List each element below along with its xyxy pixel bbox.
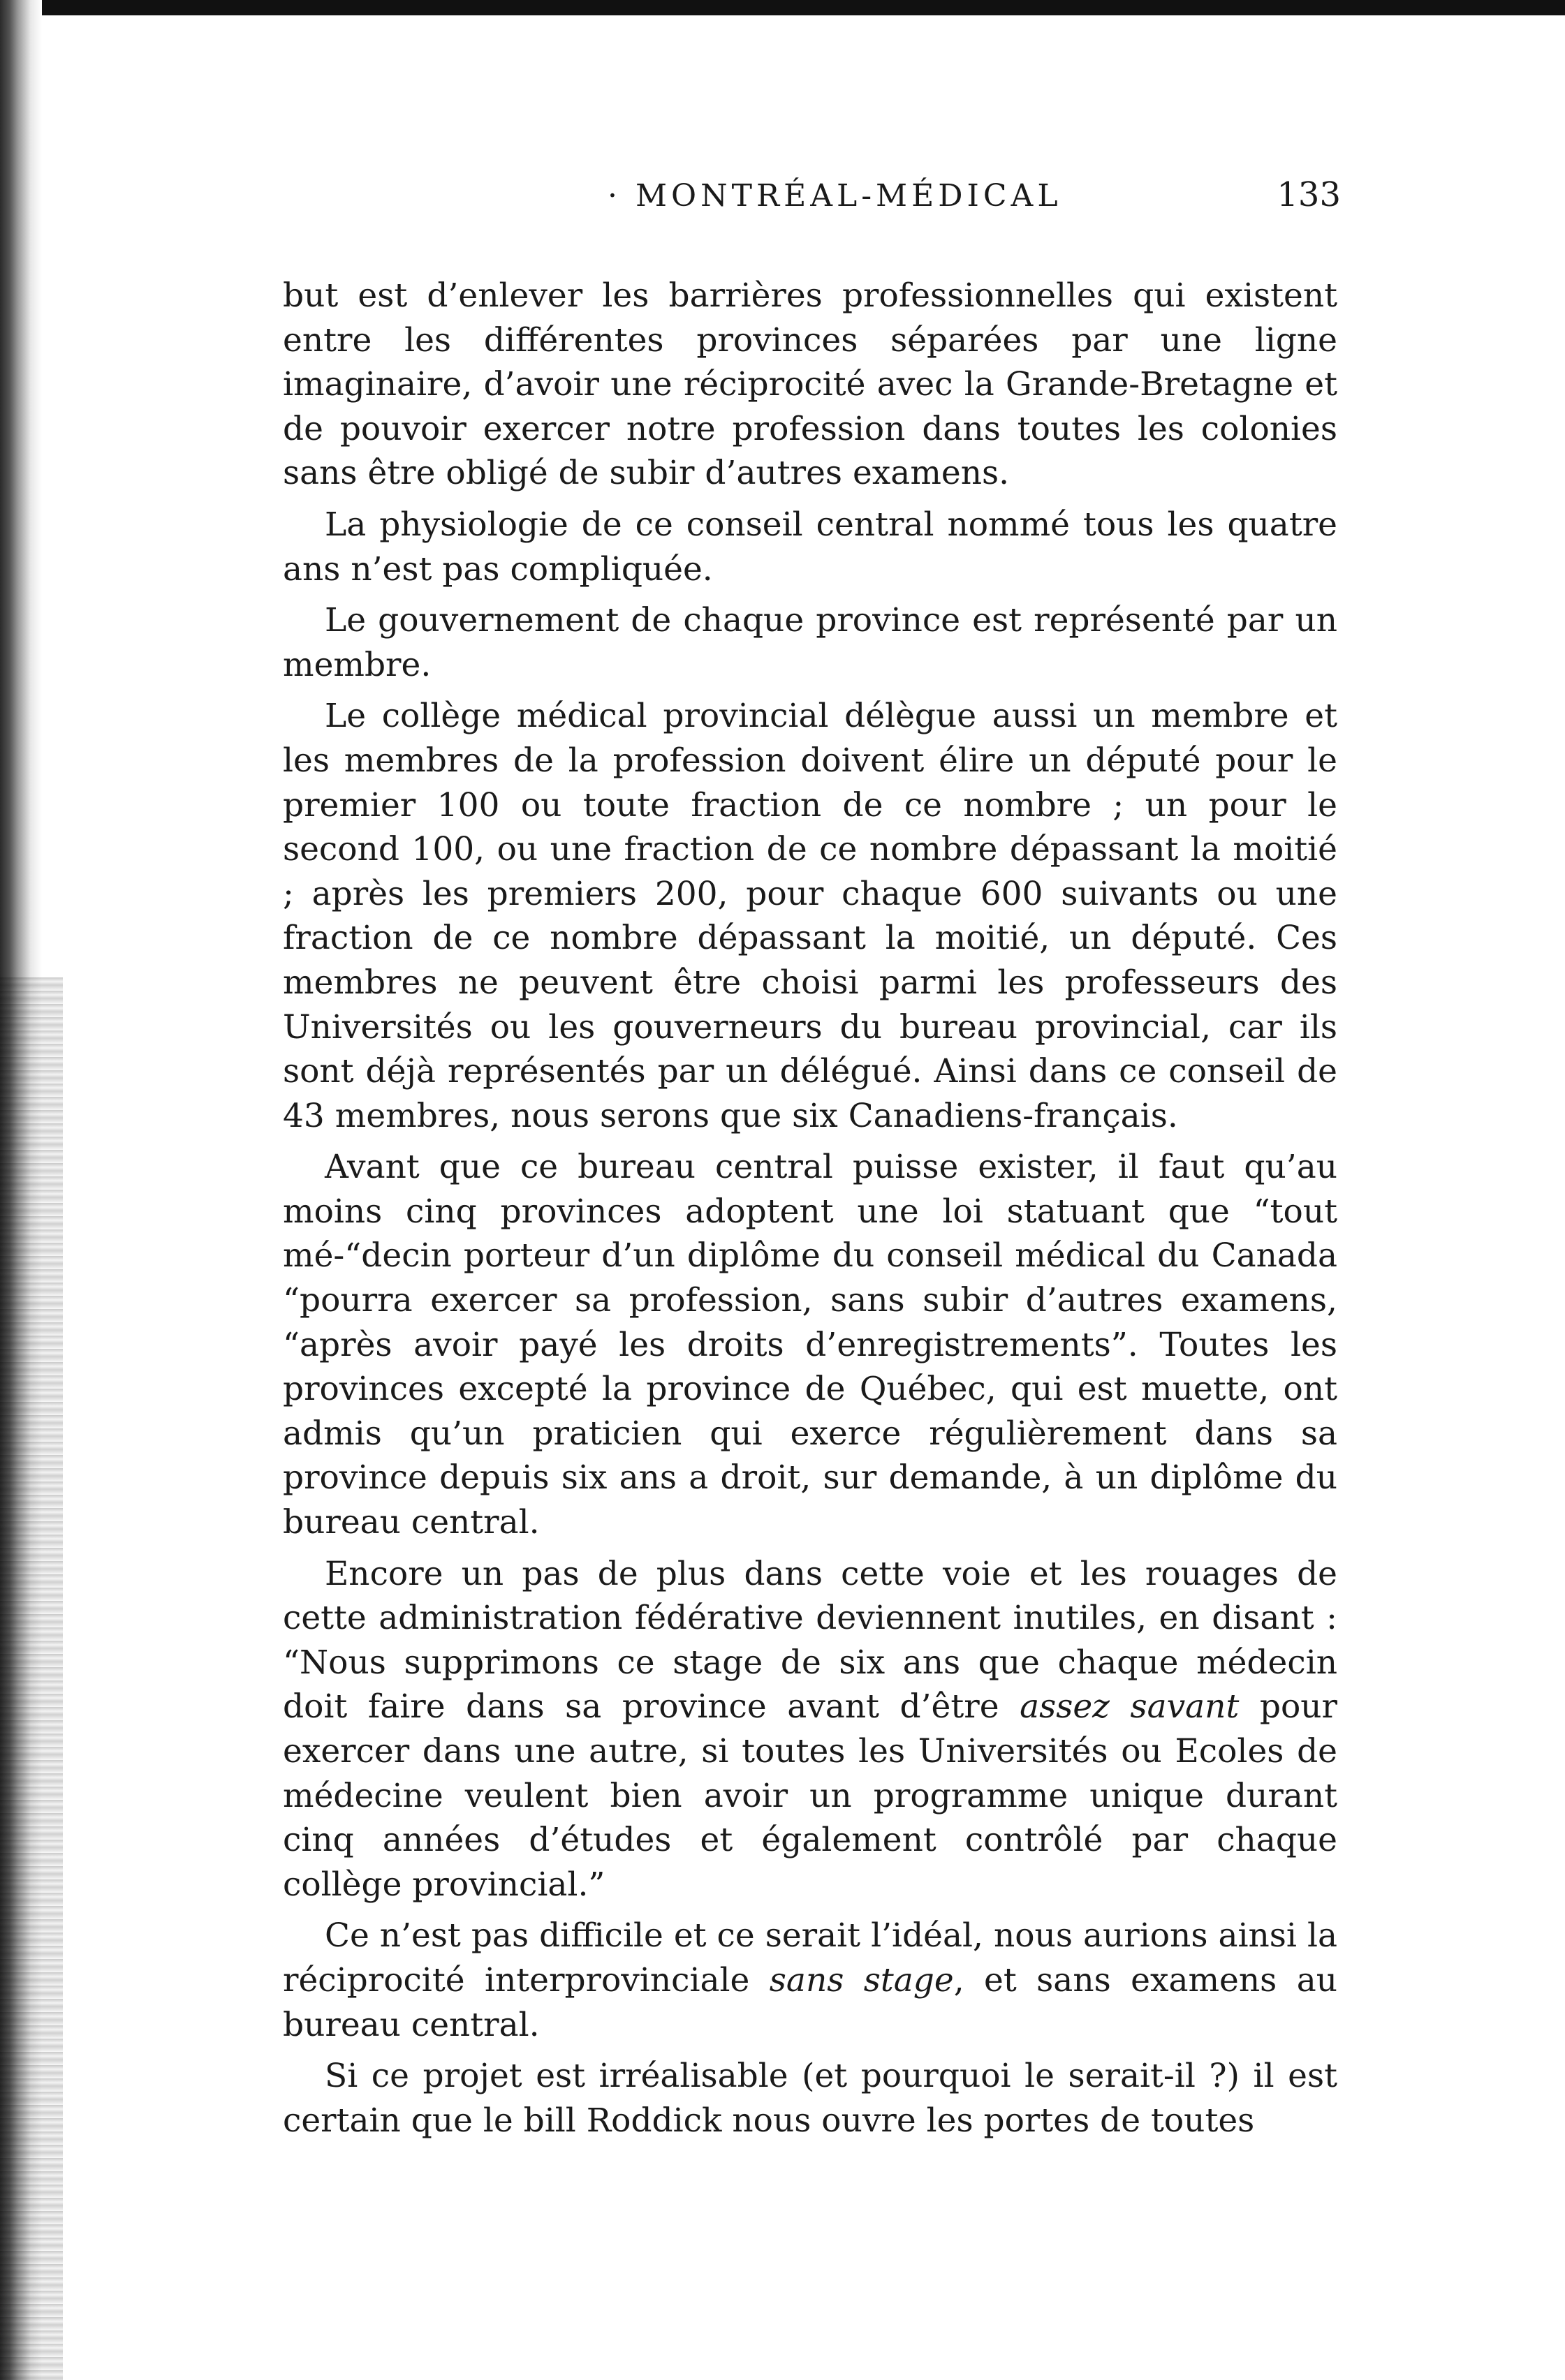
paragraph-7 [283,1914,1337,2047]
paragraph-7-text-after: , et sans examens au bureau central. [283,1960,1337,2044]
paragraph-3: Le gouvernement de chaque province est représenté par un membre. [283,601,1337,684]
paragraph-6-text-after: pour exercer dans une autre, si toutes les Universités ou Ecoles de médecine veulent bien avoir un programme unique durant cinq années d’études et également contrôlé par chaque collège provincial.” [283,1687,1338,1904]
paragraph-8: Si ce projet est irréalisable (et pourquoi le serait-il ?) il est certain que le bill Roddick nous ouvre les portes de toutes [283,2057,1337,2140]
body-text [283,274,1337,2150]
page-number: 133 [1277,175,1341,214]
paragraph-1: but est d’enlever les barrières professionnelles qui existent entre les différentes provinces séparées par une ligne imaginaire, d’avoir une réciprocité avec la Grande-Bretagne et de pouvoir exercer notre profession dans toutes les colonies sans être obligé de subir d’autres examens. [283,276,1337,493]
paragraph-6-emphasis: assez savant [1020,1687,1240,1727]
paragraph-6-text-before: Encore un pas de plus dans cette voie et les rouages de cette administration fédérative deviennent inutiles, en disant : “Nous supprimons ce stage de six ans que chaque médecin doit faire dans sa province avant d’être [283,1554,1337,1727]
paragraph-2: La physiologie de ce conseil central nommé tous les quatre ans n’est pas compliquée. [283,505,1337,589]
binding-edge-texture [0,977,63,2380]
paragraph-4: Le collège médical provincial délègue aussi un membre et les membres de la profession doivent élire un député pour le premier 100 ou toute fraction de ce nombre ; un pour le second 100, ou une fraction de ce nombre dépassant la moitié ; après les premiers 200, pour chaque 600 suivants ou une fraction de ce nombre dépassant la moitié, un député. Ces membres ne peuvent être choisi parmi les professeurs des Universités ou les gouverneurs du bureau provincial, car ils sont déjà représentés par un délégué. Ainsi dans ce conseil de 43 membres, nous serons que six Canadiens-français. [283,697,1337,1135]
paragraph-6 [283,1552,1337,1907]
top-edge-shadow [21,0,1565,15]
page-header [279,175,1341,234]
running-head: · MONTRÉAL-MÉDICAL [608,178,1062,214]
paragraph-7-text-before: Ce n’est pas difficile et ce serait l’idéal, nous aurions ainsi la réciprocité interprovinciale [283,1916,1337,2000]
paragraph-7-emphasis: sans stage [769,1960,954,2000]
paragraph-5: Avant que ce bureau central puisse exister, il faut qu’au moins cinq provinces adoptent une loi statuant que “tout mé-“decin porteur d’un diplôme du conseil médical du Canada “pourra exercer sa profession, sans subir d’autres examens, “après avoir payé les droits d’enregistrements”. Toutes les provinces excepté la province de Québec, qui est muette, ont admis qu’un praticien qui exerce régulièrement dans sa province depuis six ans a droit, sur demande, à un diplôme du bureau central. [283,1148,1337,1542]
